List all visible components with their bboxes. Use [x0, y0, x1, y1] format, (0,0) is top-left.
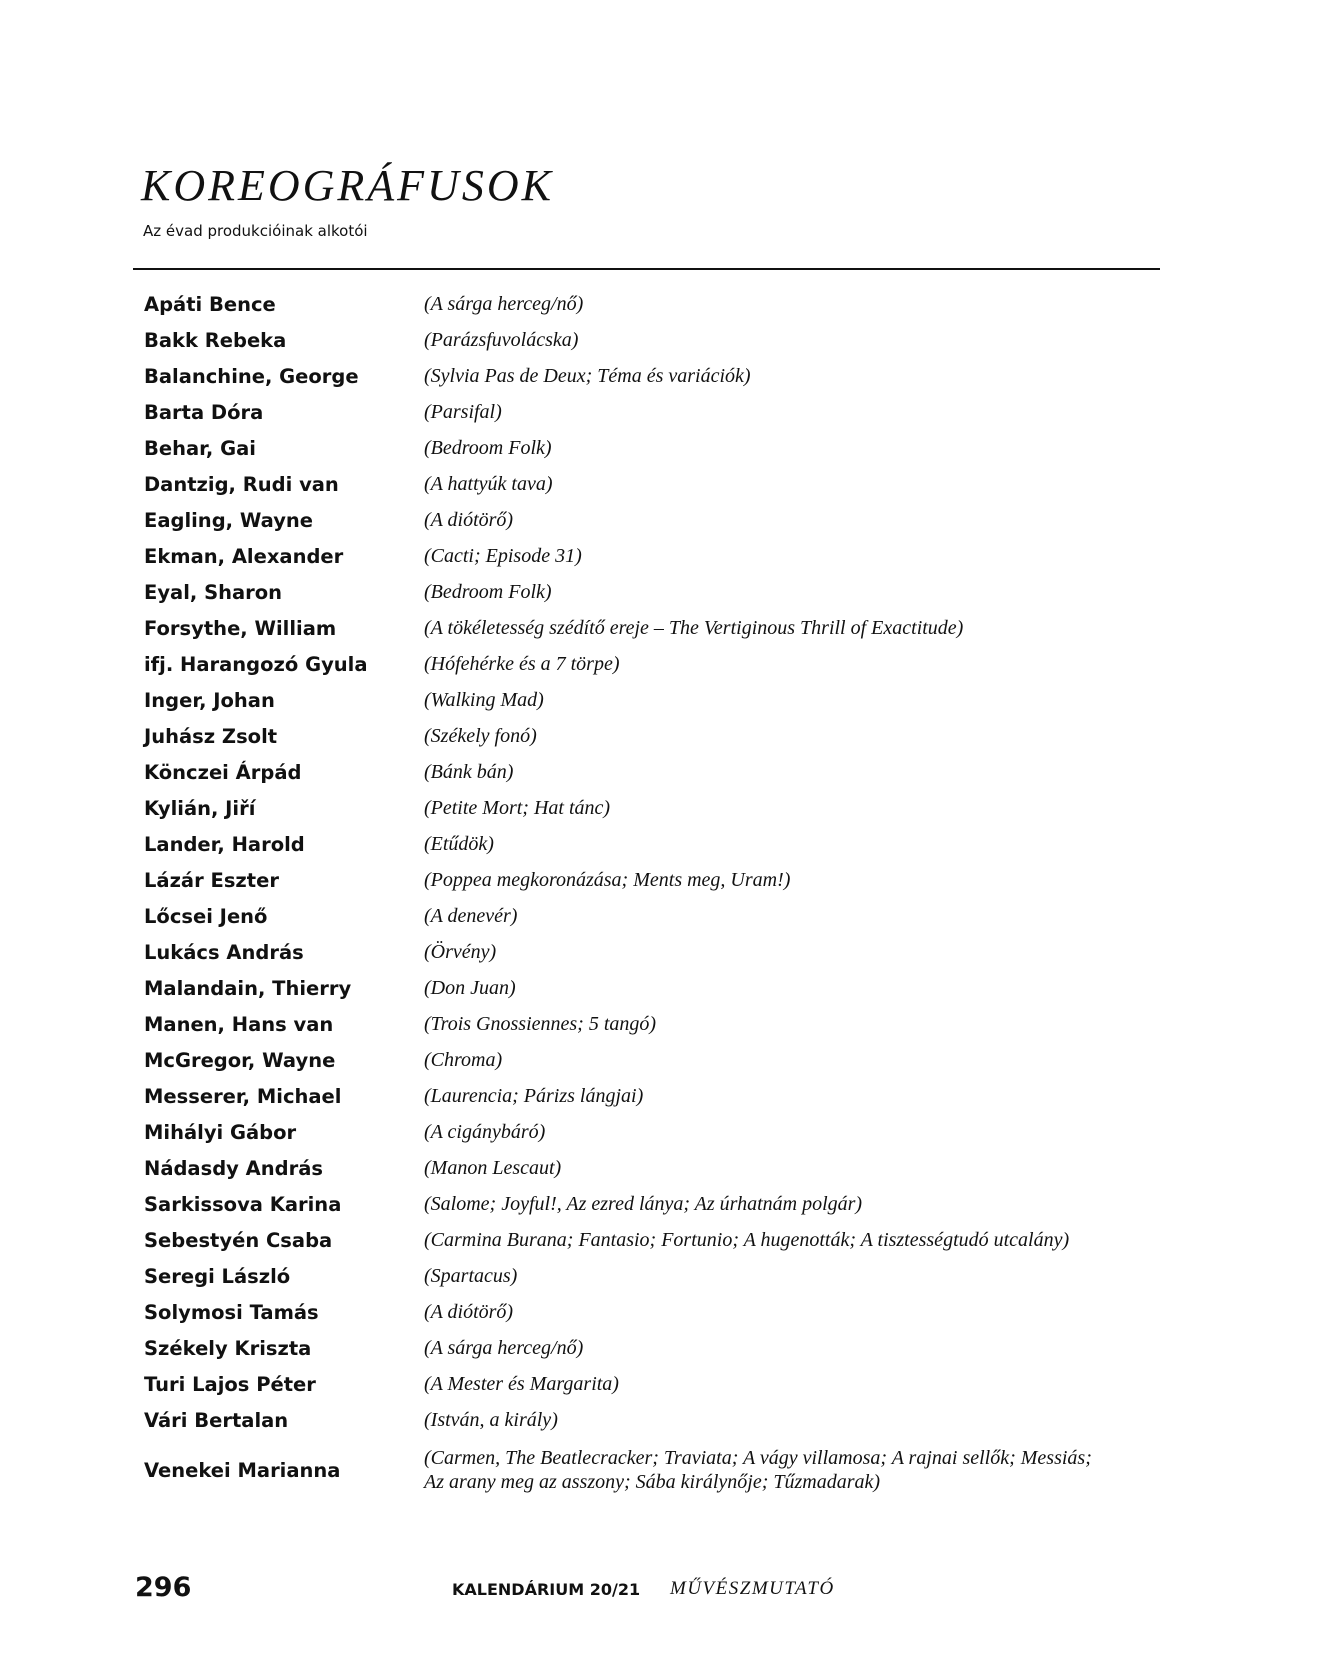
- list-item: [144, 430, 1144, 466]
- choreographer-name: Venekei Marianna: [144, 1458, 341, 1482]
- choreographer-name: Messerer, Michael: [144, 1084, 342, 1108]
- works-list: (A tökéletesség szédítő ereje – The Vertiginous Thrill of Exactitude): [424, 617, 964, 639]
- works-list: (Walking Mad): [424, 689, 544, 711]
- works-list: (Trois Gnossiennes; 5 tangó): [424, 1013, 657, 1035]
- list-item: [144, 1222, 1144, 1258]
- works-list: (A diótörő): [424, 1301, 514, 1323]
- choreographer-name: Manen, Hans van: [144, 1012, 334, 1036]
- list-item: [144, 718, 1144, 754]
- choreographer-name: Lőcsei Jenő: [144, 904, 268, 928]
- choreographer-name: Behar, Gai: [144, 436, 256, 460]
- list-item: [144, 826, 1144, 862]
- list-item: [144, 1150, 1144, 1186]
- choreographer-name: Turi Lajos Péter: [144, 1372, 316, 1396]
- choreographer-list: [144, 286, 1144, 1498]
- works-list: (Bedroom Folk): [424, 581, 552, 603]
- choreographer-name: Eagling, Wayne: [144, 508, 314, 532]
- works-list: (Carmina Burana; Fantasio; Fortunio; A hugenották; A tisztességtudó utcalány): [424, 1229, 1070, 1251]
- list-item: [144, 1442, 1144, 1498]
- choreographer-name: Lukács András: [144, 940, 304, 964]
- works-list: (A sárga herceg/nő): [424, 1337, 584, 1359]
- choreographer-name: Malandain, Thierry: [144, 976, 352, 1000]
- works-list: (Bánk bán): [424, 761, 514, 783]
- list-item: [144, 754, 1144, 790]
- choreographer-name: Forsythe, William: [144, 616, 337, 640]
- choreographer-name: Inger, Johan: [144, 688, 275, 712]
- choreographer-name: Solymosi Tamás: [144, 1300, 319, 1324]
- list-item: [144, 970, 1144, 1006]
- works-list: (Chroma): [424, 1049, 503, 1071]
- list-item: [144, 790, 1144, 826]
- works-list: (Petite Mort; Hat tánc): [424, 797, 611, 819]
- works-list: (Don Juan): [424, 977, 516, 999]
- works-list: (A denevér): [424, 905, 518, 927]
- list-item: [144, 610, 1144, 646]
- choreographer-name: Juhász Zsolt: [144, 724, 278, 748]
- list-item: [144, 322, 1144, 358]
- works-list: (A Mester és Margarita): [424, 1373, 619, 1395]
- works-list: (Örvény): [424, 941, 497, 963]
- list-item: [144, 538, 1144, 574]
- works-list: (Székely fonó): [424, 725, 537, 747]
- choreographer-name: Ekman, Alexander: [144, 544, 344, 568]
- list-item: [144, 1006, 1144, 1042]
- list-item: [144, 574, 1144, 610]
- list-item: [144, 502, 1144, 538]
- page-title: KOREOGRÁFUSOK: [141, 161, 554, 210]
- choreographer-name: Dantzig, Rudi van: [144, 472, 339, 496]
- header-divider: [133, 268, 1160, 270]
- list-item: [144, 358, 1144, 394]
- list-item: [144, 1294, 1144, 1330]
- choreographer-name: Barta Dóra: [144, 400, 264, 424]
- list-item: [144, 646, 1144, 682]
- works-list: (Cacti; Episode 31): [424, 545, 582, 567]
- list-item: [144, 394, 1144, 430]
- choreographer-name: Kylián, Jiří: [144, 796, 256, 820]
- choreographer-name: Nádasdy András: [144, 1156, 323, 1180]
- choreographer-name: Székely Kriszta: [144, 1336, 312, 1360]
- works-list: (Sylvia Pas de Deux; Téma és variációk): [424, 365, 751, 387]
- list-item: [144, 934, 1144, 970]
- choreographer-name: ifj. Harangozó Gyula: [144, 652, 368, 676]
- choreographer-name: Vári Bertalan: [144, 1408, 289, 1432]
- choreographer-name: Sarkissova Karina: [144, 1192, 342, 1216]
- choreographer-name: McGregor, Wayne: [144, 1048, 336, 1072]
- works-list: (Manon Lescaut): [424, 1157, 562, 1179]
- works-list: (Spartacus): [424, 1265, 518, 1287]
- works-list: (Carmen, The Beatlecracker; Traviata; A vágy villamosa; A rajnai sellők; Messiás; Az arany meg az asszony; Sába királynője; Tűzmadarak): [424, 1447, 1092, 1493]
- choreographer-name: Lander, Harold: [144, 832, 305, 856]
- works-list: (A sárga herceg/nő): [424, 293, 584, 315]
- choreographer-name: Lázár Eszter: [144, 868, 279, 892]
- works-list: (Bedroom Folk): [424, 437, 552, 459]
- list-item: [144, 1258, 1144, 1294]
- list-item: [144, 1366, 1144, 1402]
- works-list: (A hattyúk tava): [424, 473, 553, 495]
- list-item: [144, 466, 1144, 502]
- works-list: (Etűdök): [424, 833, 494, 855]
- list-item: [144, 1078, 1144, 1114]
- works-list: (A cigánybáró): [424, 1121, 546, 1143]
- choreographer-name: Eyal, Sharon: [144, 580, 283, 604]
- works-list: (Parsifal): [424, 401, 502, 423]
- choreographer-name: Balanchine, George: [144, 364, 359, 388]
- list-item: [144, 862, 1144, 898]
- works-list: (Laurencia; Párizs lángjai): [424, 1085, 644, 1107]
- list-item: [144, 286, 1144, 322]
- list-item: [144, 1330, 1144, 1366]
- choreographer-name: Sebestyén Csaba: [144, 1228, 333, 1252]
- choreographer-name: Bakk Rebeka: [144, 328, 287, 352]
- choreographer-name: Mihályi Gábor: [144, 1120, 297, 1144]
- list-item: [144, 1402, 1144, 1438]
- list-item: [144, 1114, 1144, 1150]
- list-item: [144, 898, 1144, 934]
- works-list: (Hófehérke és a 7 törpe): [424, 653, 620, 675]
- works-list: (Poppea megkoronázása; Ments meg, Uram!): [424, 869, 791, 891]
- choreographer-name: Apáti Bence: [144, 292, 276, 316]
- works-list: (István, a király): [424, 1409, 558, 1431]
- works-list: (A diótörő): [424, 509, 514, 531]
- list-item: [144, 682, 1144, 718]
- list-item: [144, 1042, 1144, 1078]
- works-list: (Salome; Joyful!, Az ezred lánya; Az úrhatnám polgár): [424, 1193, 863, 1215]
- choreographer-name: Seregi László: [144, 1264, 291, 1288]
- publication-name: KALENDÁRIUM 20/21: [452, 1580, 641, 1599]
- works-list: (Parázsfuvolácska): [424, 329, 579, 351]
- page-number: 296: [135, 1572, 192, 1603]
- section-name: MŰVÉSZMUTATÓ: [670, 1578, 835, 1599]
- page-subtitle: Az évad produkcióinak alkotói: [143, 222, 368, 240]
- choreographer-name: Könczei Árpád: [144, 760, 302, 784]
- list-item: [144, 1186, 1144, 1222]
